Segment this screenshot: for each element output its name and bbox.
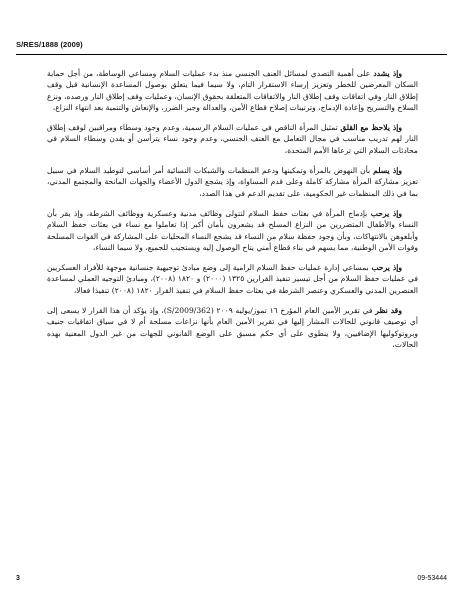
document-body bbox=[47, 68, 418, 359]
paragraph-6-text: في تقرير الأمين العام المؤرخ ١٦ تموز/يوليه ٢٠٠٩ (S/2009/362)، وإذ يؤكد أن هذا القرار لا يسعى إلى أي توصيف قانوني للحالات المشار إليها في تقرير الأمين العام بأنها نزاعات مسلحة أم لا في سياق اتفاقيات جنيف وبروتوكوليها الإضافيين، ولا ينطوي على أي حكم مسبق على الوضع القانوني للجهات من غير الدول المعنية بهذه الحالات، bbox=[47, 306, 418, 349]
paragraph-4 bbox=[47, 208, 418, 253]
paragraph-2 bbox=[47, 122, 418, 156]
paragraph-4-lead: وإذ يرحب bbox=[370, 208, 403, 218]
paragraph-6-lead: وقد نظر bbox=[375, 306, 402, 316]
header-rule bbox=[16, 54, 447, 55]
paragraph-3 bbox=[47, 165, 418, 199]
document-code: 09-53444 bbox=[417, 575, 447, 582]
document-symbol: S/RES/1888 (2009) bbox=[16, 40, 83, 49]
paragraph-2-lead: وإذ يلاحظ مع القلق bbox=[340, 123, 402, 133]
paragraph-5-lead: وإذ يرحب bbox=[371, 263, 402, 273]
paragraph-3-text: بأن النهوض بالمرأة وتمكينها ودعم المنظمات والشبكات النسائية أمر أساسي لتوطيد السلام في سبيل تعزيز مشاركة المرأة مشاركة كاملة وعلى قدم المساواة، وإذ يشجع الدول الأعضاء والجهات المانحة والمجتمع المدني، بما في ذلك المنظمات غير الحكومية، على تقديم الدعم في هذا الصدد، bbox=[47, 166, 418, 198]
paragraph-6 bbox=[47, 305, 418, 350]
page-number: 3 bbox=[16, 575, 20, 582]
paragraph-3-lead: وإذ يسلم bbox=[373, 166, 402, 176]
paragraph-2-text: تمثيل المرأة الناقص في عمليات السلام الرسمية، وعدم وجود وسطاء ومراقبين لوقف إطلاق النار لهم تدريب مناسب في مجال التعامل مع العنف الجنسي، وعدم وجود نساء يترأسن أو يقدن وسطاء السلام في محادثات السلام التي ترعاها الأمم المتحدة، bbox=[47, 123, 418, 155]
paragraph-5-text: بمساعي إدارة عمليات حفظ السلام الرامية إلى وضع مبادئ توجيهية جنسانية موجهة للأفراد العسكريين في عمليات حفظ السلام من أجل تيسير تنفيذ القرارين ١٣٢٥ (٢٠٠٠) و ١٨٢٠ (٢٠٠٨)، ومبادئ التوجيه العملي لمساعدة العنصرين المدني والعسكري وعنصر الشرطة في بعثات حفظ السلام في تنفيذ القرار ١٨٢٠ (٢٠٠٨) تنفيذا فعالا، bbox=[47, 263, 418, 295]
paragraph-1 bbox=[47, 68, 418, 113]
paragraph-1-lead: وإذ يشدد bbox=[373, 69, 402, 78]
paragraph-4-text: بإدماج المرأة في بعثات حفظ السلام لتتولى وظائف مدنية وعسكرية ووظائف الشرطة، وإذ يقر بأن النساء والأطفال المتضررين من النزاع المسلح قد يشعرون بأمان أكبر إذا تعاملوا مع نساء في بعثات حفظ السلام وأبلغوهن بالانتهاكات، وبأن وجود حفظة سلام من النساء قد يشجع النساء المحليات على المشاركة في القوات المسلحة وقوات الأمن الوطنية، مما يسهم في بناء قطاع أمني يتاح الوصول إليه ويستجيب للجميع، ولا سيما النساء، bbox=[47, 208, 418, 252]
paragraph-1-text: على أهمية التصدي لمسائل العنف الجنسي منذ بدء عمليات السلام ومساعي الوساطة، من أجل حماية السكان المعرضين للخطر وتعزيز إرساء الاستقرار التام، ولا سيما فيما يتعلق بوصول المساعدة الإنسانية قبل وقف إطلاق النار وفي اتفاقات وقف إطلاق النار والاتفاقات المتعلقة بحقوق الإنسان، وعمليات وقف إطلاق النار ورصده، ونزع السلاح والتسريح وإعادة الإدماج، وترتيبات إصلاح قطاع الأمن، والعدالة وجبر الضرر، والإنعاش والتنمية بعد انتهاء النزاع، bbox=[47, 69, 418, 112]
paragraph-5 bbox=[47, 262, 418, 296]
